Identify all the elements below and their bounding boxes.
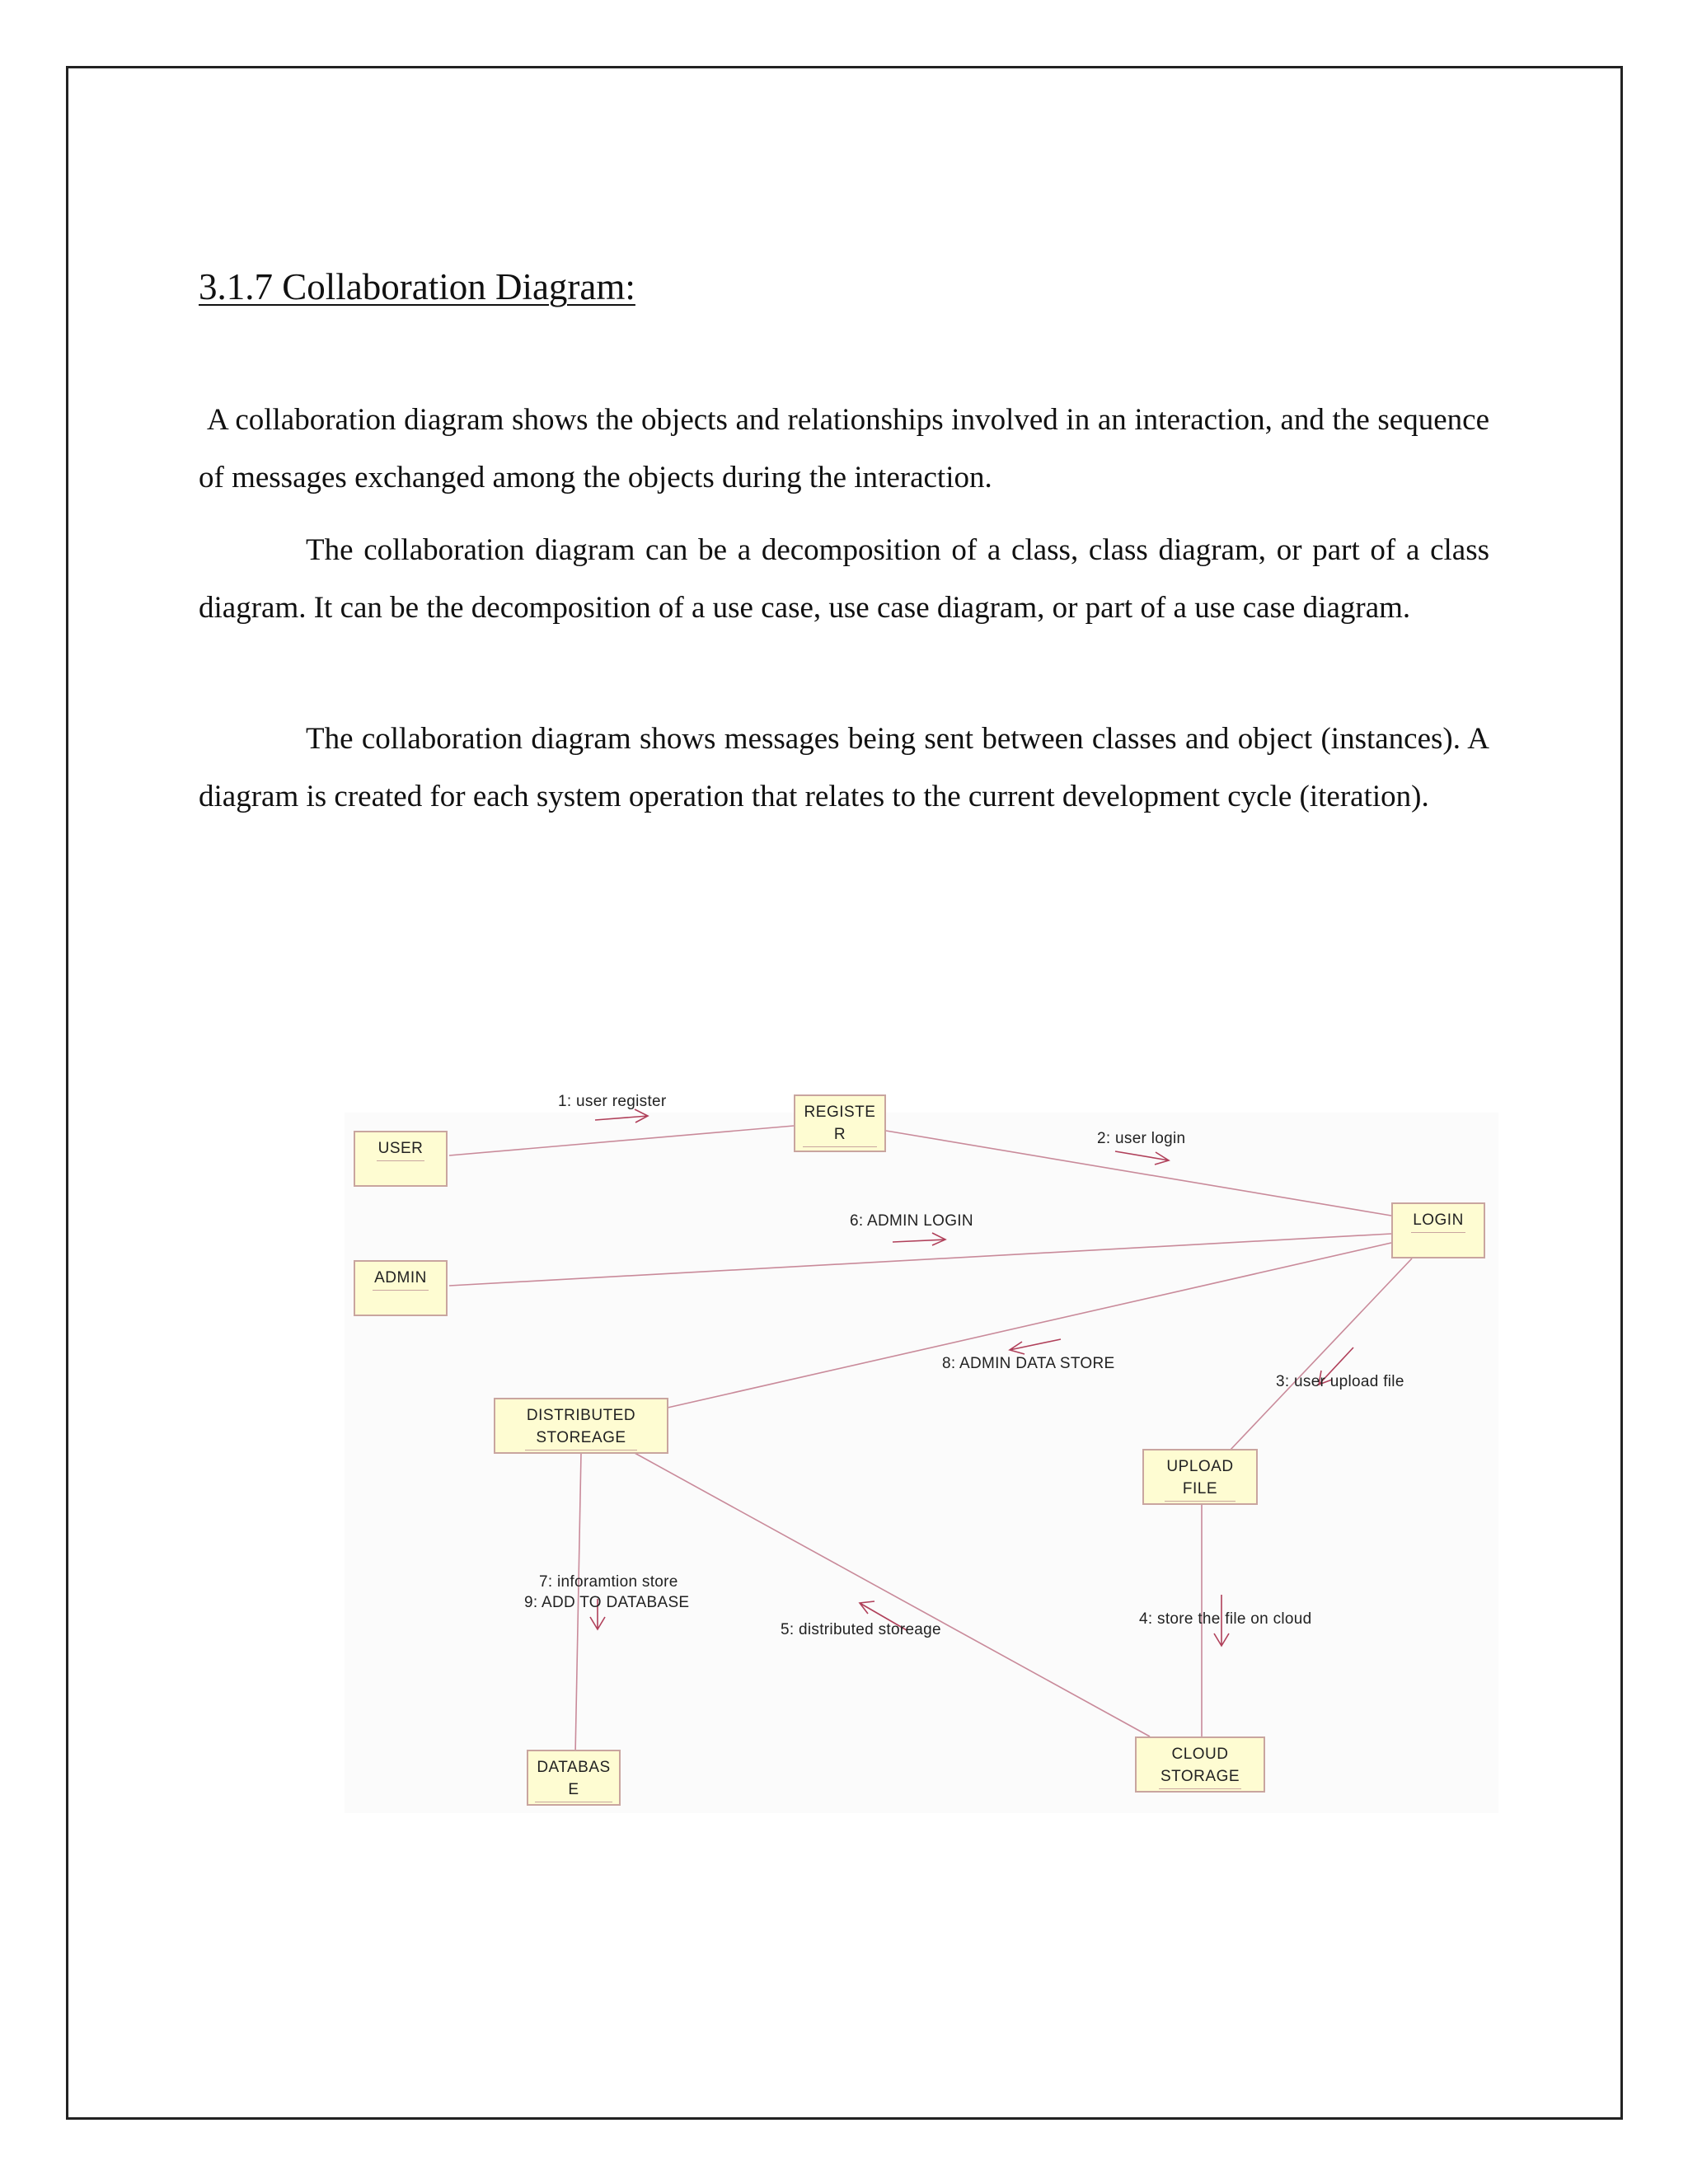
message-admin-data-store: 8: ADMIN DATA STORE (942, 1355, 1115, 1372)
object-cloud-storage-label: CLOUD STORAGE (1159, 1743, 1241, 1789)
object-database-label: DATABAS E (535, 1756, 612, 1802)
object-admin (354, 1260, 448, 1316)
object-distributed-storage-label: DISTRIBUTED STOREAGE (525, 1404, 637, 1451)
section-heading: 3.1.7 Collaboration Diagram: (199, 266, 635, 307)
object-register (794, 1094, 886, 1152)
object-login (1391, 1202, 1485, 1258)
message-user-upload-file: 3: user upload file (1276, 1373, 1404, 1390)
object-login-label: LOGIN (1411, 1209, 1465, 1233)
object-upload-file-label: UPLOAD FILE (1165, 1455, 1235, 1502)
message-information-store: 7: inforamtion store (539, 1573, 678, 1591)
object-database (527, 1750, 621, 1806)
object-user-label: USER (377, 1137, 425, 1161)
object-register-label: REGISTE R (803, 1101, 878, 1147)
message-add-to-database: 9: ADD TO DATABASE (524, 1594, 690, 1611)
object-admin-label: ADMIN (373, 1267, 429, 1291)
message-distributed-storage: 5: distributed storeage (781, 1621, 941, 1638)
object-distributed-storage (494, 1398, 668, 1454)
message-store-on-cloud: 4: store the file on cloud (1139, 1610, 1312, 1628)
paragraph-messages: The collaboration diagram shows messages being sent between classes and object (instances). A diagram is created for each system operation that relates to the current development cycle (iteration). (199, 722, 1489, 813)
message-admin-login: 6: ADMIN LOGIN (850, 1212, 973, 1230)
object-user (354, 1131, 448, 1187)
paragraph-intro: A collaboration diagram shows the objects and relationships involved in an interaction, and the sequence of messages exchanged among the objects during the interaction. (199, 403, 1489, 494)
message-user-login: 2: user login (1097, 1130, 1186, 1147)
object-cloud-storage (1135, 1736, 1265, 1793)
object-upload-file (1142, 1449, 1258, 1505)
paragraph-decomposition: The collaboration diagram can be a decomposition of a class, class diagram, or part of a class diagram. It can be the decomposition of a use case, use case diagram, or part of a use case diagram. (199, 533, 1489, 625)
message-user-register: 1: user register (558, 1093, 667, 1110)
